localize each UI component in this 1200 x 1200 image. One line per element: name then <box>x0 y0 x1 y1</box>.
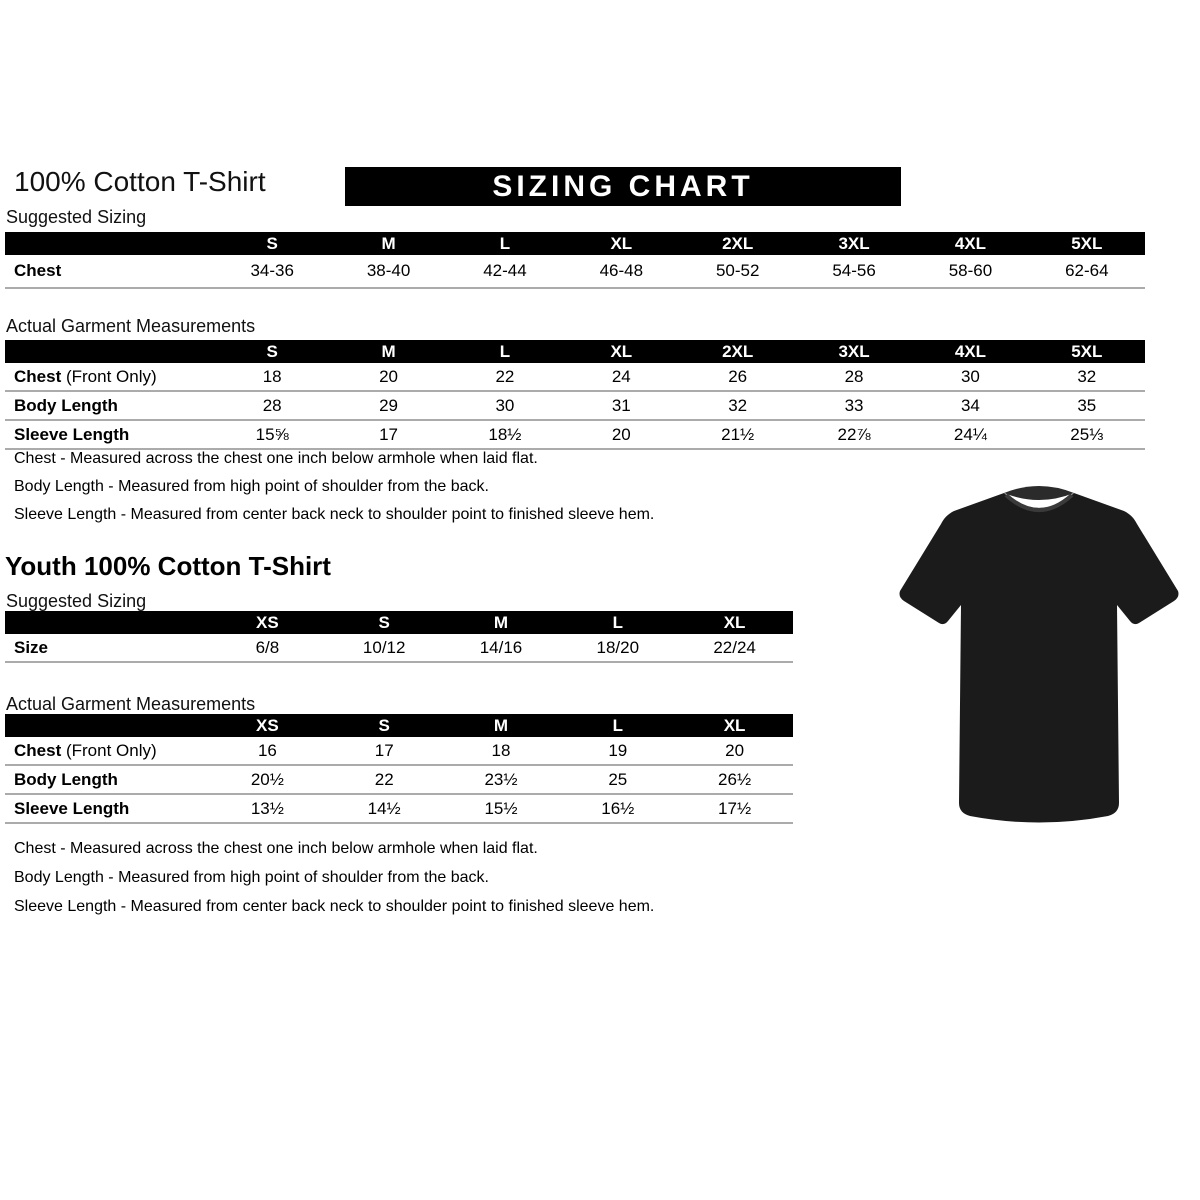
cell: 22⅞ <box>837 424 871 444</box>
size-header: L <box>499 341 511 361</box>
cell: 25 <box>608 769 628 789</box>
cell: 17 <box>374 740 394 760</box>
cell: 17 <box>379 424 399 444</box>
sizing-chart-banner: SIZING CHART <box>345 167 901 206</box>
cell: 24 <box>611 366 631 386</box>
cell: 50-52 <box>715 261 760 280</box>
cell: 16½ <box>601 798 635 818</box>
cell: 42-44 <box>483 261 527 280</box>
size-header: S <box>266 233 278 253</box>
adult-suggested-header-row <box>5 232 1145 255</box>
youth-suggested-header-row <box>5 611 793 634</box>
adult-sleeve-length-row <box>5 421 1145 450</box>
cell: 24¼ <box>953 424 987 444</box>
size-header: M <box>493 612 509 632</box>
row-label: Chest (Front Only) <box>14 366 157 386</box>
cell: 32 <box>1077 366 1097 386</box>
size-header: 5XL <box>1071 341 1103 361</box>
size-header: XL <box>610 233 633 253</box>
size-header: 2XL <box>722 233 754 253</box>
note-body-length: Body Length - Measured from high point of shoulder from the back. <box>14 869 489 886</box>
cell: 62-64 <box>1065 261 1109 280</box>
cell: 22 <box>374 769 394 789</box>
cell: 26 <box>728 366 748 386</box>
cell: 31 <box>611 395 631 415</box>
size-header: 3XL <box>838 341 870 361</box>
cell: 10/12 <box>362 637 406 657</box>
size-header: XL <box>723 715 746 735</box>
size-header: S <box>378 612 390 632</box>
page-title: 100% Cotton T-Shirt <box>14 166 266 197</box>
cell: 35 <box>1077 395 1097 415</box>
size-header: 2XL <box>722 341 754 361</box>
cell: 18½ <box>488 424 522 444</box>
row-label: Sleeve Length <box>14 798 130 818</box>
cell: 22/24 <box>713 637 756 657</box>
youth-actual-header-row <box>5 714 793 737</box>
adult-chest-front-row <box>5 363 1145 392</box>
cell: 20 <box>379 366 399 386</box>
tshirt-silhouette <box>888 477 1190 835</box>
youth-actual-label: Actual Garment Measurements <box>6 694 256 714</box>
size-header: M <box>381 233 396 253</box>
size-header: 4XL <box>954 341 987 361</box>
youth-actual-table <box>5 714 793 824</box>
cell: 19 <box>608 740 628 760</box>
note-body-length: Body Length - Measured from high point of shoulder from the back. <box>14 478 489 495</box>
tshirt-body <box>900 493 1179 823</box>
note-chest: Chest - Measured across the chest one inch below armhole when laid flat. <box>14 840 538 857</box>
cell: 32 <box>728 395 748 415</box>
adult-body-length-row <box>5 392 1145 421</box>
youth-suggested-label: Suggested Sizing <box>6 591 147 611</box>
row-label: Chest (Front Only) <box>14 740 157 760</box>
size-header: 5XL <box>1071 233 1103 253</box>
cell: 26½ <box>718 769 752 789</box>
cell: 25⅓ <box>1070 424 1104 444</box>
cell: 28 <box>262 395 282 415</box>
cell: 18 <box>491 740 511 760</box>
cell: 23½ <box>484 769 518 789</box>
youth-title: Youth 100% Cotton T-Shirt <box>5 551 331 581</box>
adult-suggested-table <box>5 232 1145 289</box>
cell: 14½ <box>367 798 401 818</box>
cell: 34-36 <box>250 261 294 280</box>
tshirt-image <box>888 477 1190 835</box>
cell: 46-48 <box>599 261 644 280</box>
cell: 6/8 <box>255 637 280 657</box>
size-header: 4XL <box>954 233 987 253</box>
size-header: XS <box>256 612 279 632</box>
cell: 38-40 <box>366 261 411 280</box>
row-label-suffix: (Front Only) <box>61 366 157 386</box>
youth-body-length-row <box>5 766 793 795</box>
cell: 30 <box>960 366 980 386</box>
youth-notes <box>14 840 654 927</box>
cell: 15½ <box>484 798 518 818</box>
adult-notes <box>14 450 654 534</box>
note-sleeve-length: Sleeve Length - Measured from center back neck to shoulder point to finished sleeve hem. <box>14 898 655 915</box>
row-label: Body Length <box>14 769 118 789</box>
cell: 18 <box>262 366 282 386</box>
cell: 29 <box>379 395 399 415</box>
size-header: XL <box>610 341 633 361</box>
youth-chest-front-row <box>5 737 793 766</box>
size-header: L <box>612 715 623 735</box>
size-header: M <box>381 341 396 361</box>
cell: 18/20 <box>596 637 640 657</box>
size-header: L <box>499 233 511 253</box>
row-label-suffix: (Front Only) <box>61 740 157 760</box>
size-header: 3XL <box>838 233 870 253</box>
adult-actual-table <box>5 340 1145 450</box>
size-header: S <box>266 341 278 361</box>
youth-sleeve-length-row <box>5 795 793 824</box>
cell: 20 <box>725 740 745 760</box>
cell: 22 <box>495 366 515 386</box>
youth-suggested-table <box>5 611 793 663</box>
cell: 16 <box>257 740 277 760</box>
tshirt-back-collar <box>1004 486 1074 500</box>
adult-actual-header-row <box>5 340 1145 363</box>
cell: 33 <box>844 395 864 415</box>
note-chest: Chest - Measured across the chest one inch below armhole when laid flat. <box>14 450 538 467</box>
size-header: XL <box>723 612 746 632</box>
size-header: L <box>612 612 623 632</box>
cell: 20 <box>611 424 631 444</box>
row-label: Sleeve Length <box>14 424 130 444</box>
size-header: S <box>378 715 390 735</box>
cell: 28 <box>844 366 864 386</box>
row-label: Body Length <box>14 395 118 415</box>
row-label: Size <box>14 637 49 657</box>
size-header: XS <box>256 715 279 735</box>
note-sleeve-length: Sleeve Length - Measured from center back neck to shoulder point to finished sleeve hem. <box>14 506 655 523</box>
youth-size-row <box>5 634 793 663</box>
cell: 17½ <box>718 798 752 818</box>
cell: 13½ <box>250 798 284 818</box>
adult-actual-label: Actual Garment Measurements <box>6 316 256 336</box>
cell: 58-60 <box>948 261 993 280</box>
cell: 30 <box>495 395 515 415</box>
cell: 14/16 <box>479 637 523 657</box>
adult-chest-row <box>5 255 1145 289</box>
cell: 54-56 <box>832 261 876 280</box>
cell: 34 <box>960 395 980 415</box>
cell: 20½ <box>250 769 284 789</box>
adult-suggested-label: Suggested Sizing <box>6 207 147 227</box>
cell: 21½ <box>721 424 755 444</box>
row-label: Chest <box>14 261 62 280</box>
cell: 15⅝ <box>255 424 289 444</box>
size-header: M <box>493 715 509 735</box>
